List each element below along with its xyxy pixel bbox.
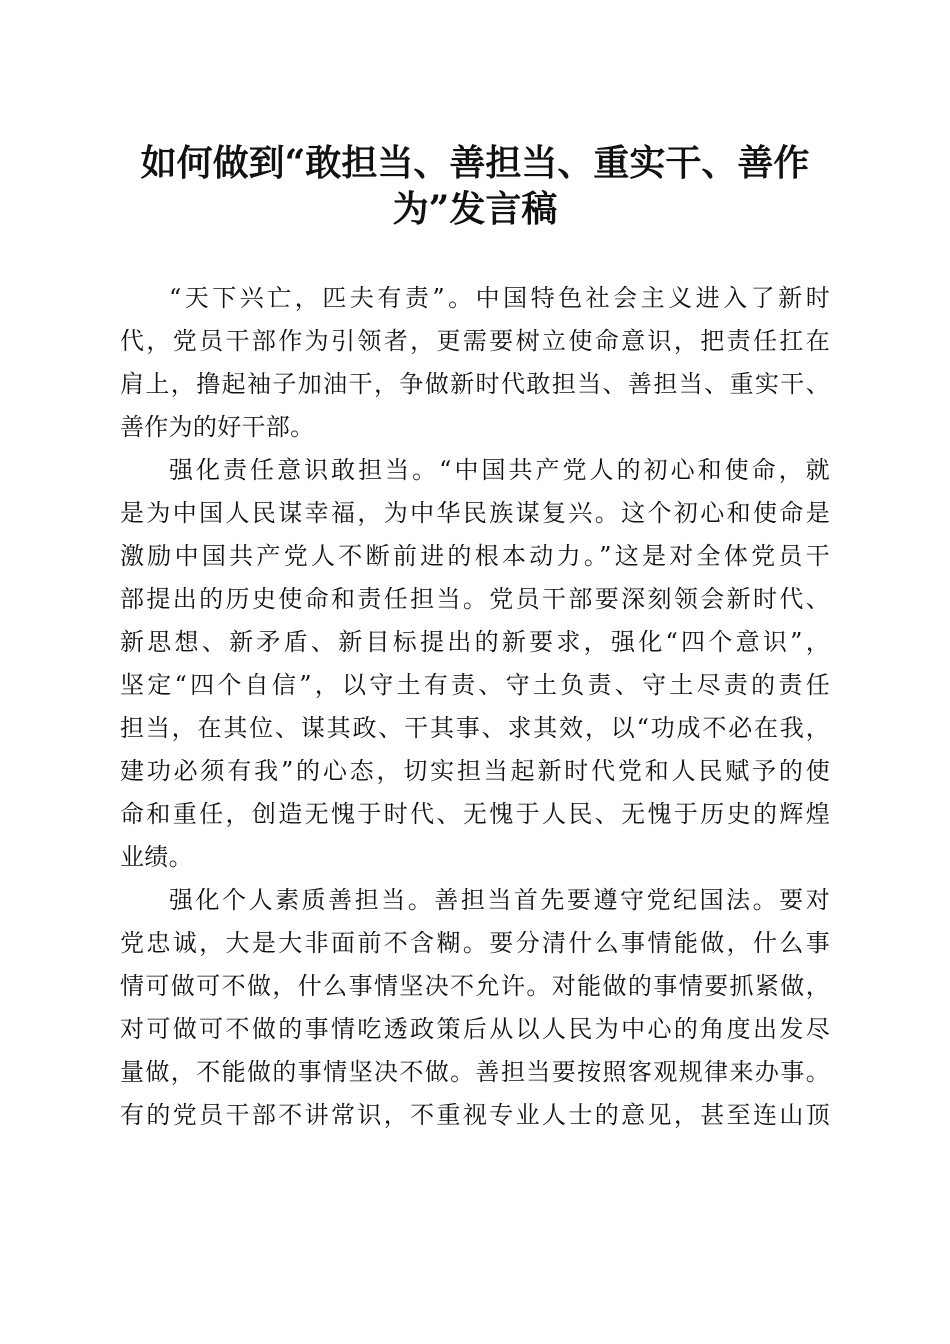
text-line: 量做，不能做的事情坚决不做。善担当要按照客观规律来办事。 — [120, 1058, 830, 1086]
text-line: 有的党员干部不讲常识，不重视专业人士的意见，甚至连山顶 — [120, 1101, 830, 1129]
text-line: 党忠诚，大是大非面前不含糊。要分清什么事情能做，什么事 — [120, 929, 830, 957]
text-line: 业绩。 — [120, 843, 193, 871]
document-body — [120, 277, 830, 1137]
text-line: 激励中国共产党人不断前进的根本动力。”这是对全体党员干 — [120, 542, 830, 570]
paragraph-1 — [120, 277, 830, 449]
document-title — [120, 140, 830, 232]
text-line: 坚定“四个自信”，以守土有责、守土负责、守土尽责的责任 — [120, 671, 830, 699]
text-line: 肩上，撸起袖子加油干，争做新时代敢担当、善担当、重实干、 — [120, 370, 830, 398]
text-line: 担当，在其位、谋其政、干其事、求其效，以“功成不必在我， — [120, 714, 830, 742]
text-line: 部提出的历史使命和责任担当。党员干部要深刻领会新时代、 — [120, 585, 830, 613]
text-line: 强化个人素质善担当。善担当首先要遵守党纪国法。要对 — [169, 886, 830, 914]
text-line: 命和重任，创造无愧于时代、无愧于人民、无愧于历史的辉煌 — [120, 800, 830, 828]
text-line: 对可做可不做的事情吃透政策后从以人民为中心的角度出发尽 — [120, 1015, 830, 1043]
text-line: 建功必须有我”的心态，切实担当起新时代党和人民赋予的使 — [120, 757, 830, 785]
text-line: 强化责任意识敢担当。“中国共产党人的初心和使命，就 — [169, 456, 830, 484]
text-line: 新思想、新矛盾、新目标提出的新要求，强化“四个意识”， — [120, 628, 830, 656]
text-line: “天下兴亡，匹夫有责”。中国特色社会主义进入了新时 — [169, 284, 830, 312]
paragraph-3 — [120, 879, 830, 1137]
text-line: 是为中国人民谋幸福，为中华民族谋复兴。这个初心和使命是 — [120, 499, 830, 527]
text-line: 代，党员干部作为引领者，更需要树立使命意识，把责任扛在 — [120, 327, 830, 355]
text-line: 情可做可不做，什么事情坚决不允许。对能做的事情要抓紧做， — [120, 972, 830, 1000]
title-line: 为”发言稿 — [392, 188, 558, 230]
paragraph-2 — [120, 449, 830, 879]
title-line: 如何做到“敢担当、善担当、重实干、善作 — [140, 142, 810, 184]
text-line: 善作为的好干部。 — [120, 413, 315, 441]
